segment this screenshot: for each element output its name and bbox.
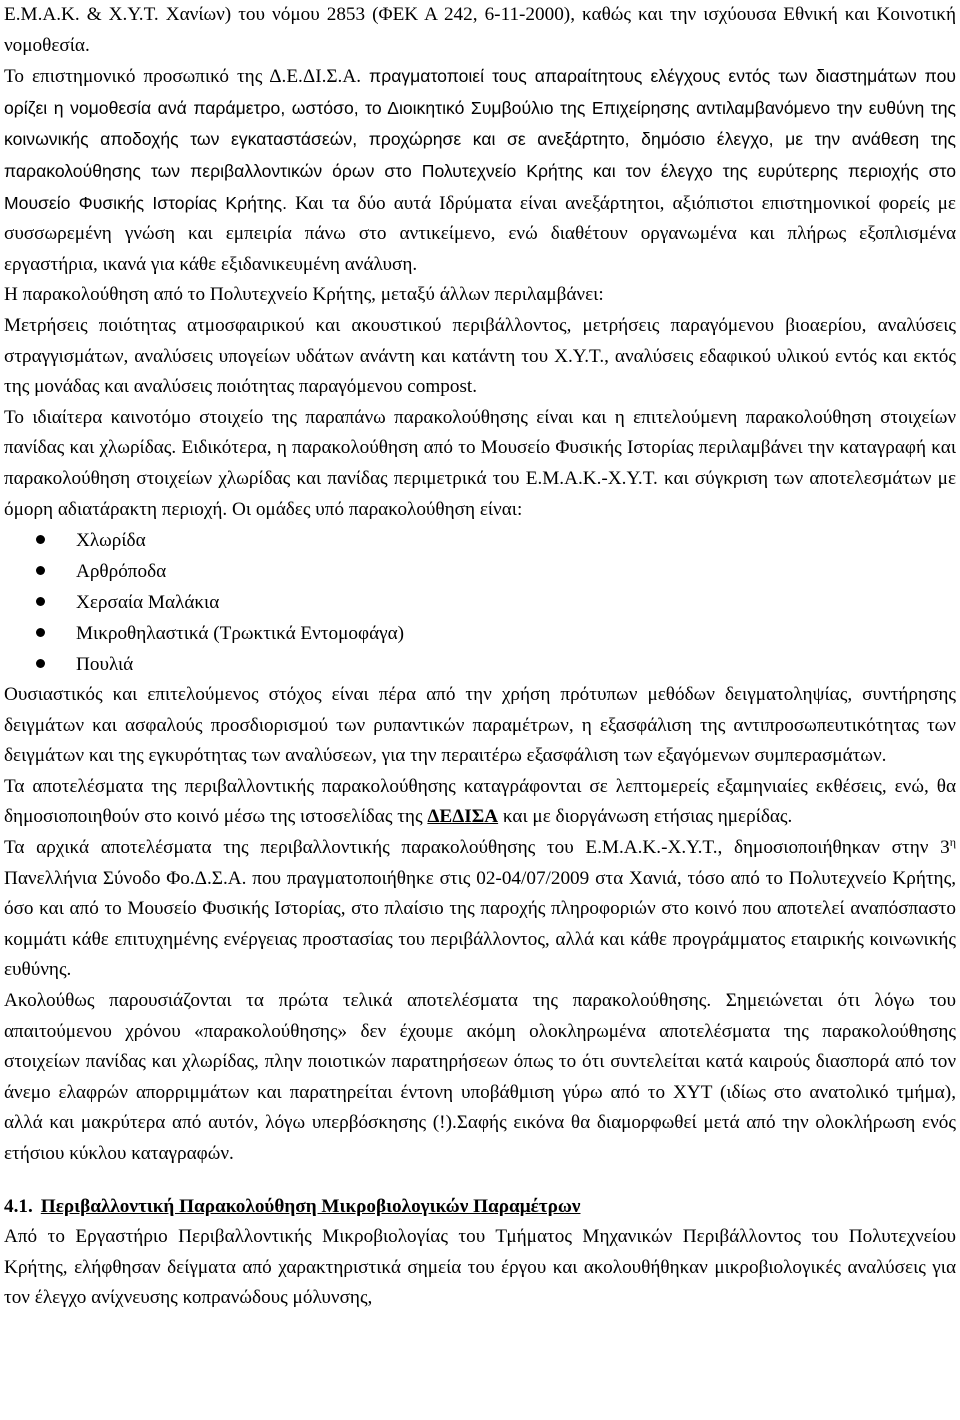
list-item-label: Χερσαία Μαλάκια	[76, 592, 220, 614]
paragraph-final-results: Ακολούθως παρουσιάζονται τα πρώτα τελικά αποτελέσματα της παρακολούθησης. Σημειώνεται ότι λόγω του απαιτούμενου χρόνου «παρακολούθησης» δεν έχουμε ακόμη ολοκληρωμένα αποτελέσματα της παρακολούθησης στοιχείων πανίδας και χλωρίδας, πλην ποιοτικών παρατηρήσεων όπως το ότι συντελείται κατά καιρούς διασπορά από τον άνεμο ελαφρών απορριμμάτων και παρατηρείται έντονη υποβάθμιση γύρω από το ΧΥΤ (ιδίως στο ανατολικό τμήμα), αλλά και μακρύτερα από αυτόν, λόγω υπερβόσκησης (!).Σαφής εικόνα θα διαμορφωθεί μετά από την ολοκλήρωση ενός ετήσιου κύκλου καταγραφών.	[4, 990, 956, 1164]
paragraph-law-reference: Ε.Μ.Α.Κ. & Χ.Υ.Τ. Χανίων) του νόμου 2853 (ΦΕΚ Α 242, 6-11-2000), καθώς και την ισχύουσα Εθνική και Κοινοτική νομοθεσία.	[4, 4, 956, 56]
initial-results-before: Τα αρχικά αποτελέσματα της περιβαλλοντικής παρακολούθησης του Ε.Μ.Α.Κ.-Χ.Υ.Τ., δημοσιοποιήθηκαν στην 3	[4, 837, 950, 859]
section-spacer	[4, 1170, 956, 1192]
inspections-lead: Το επιστημονικό προσωπικό της Δ.Ε.ΔΙ.Σ.Α.	[4, 66, 361, 88]
bullet-icon	[36, 535, 45, 544]
initial-results-after: Πανελλήνια Σύνοδο Φο.Δ.Σ.Α. που πραγματοποιήθηκε στις 02-04/07/2009 στα Χανιά, τόσο από το Πολυτεχνείο Κρήτης, όσο και από το Μουσείο Φυσικής Ιστορίας, στο πλαίσιο της παροχής πληροφοριών στο κοινό που αποτελεί αναπόσπαστο κομμάτι κάθε επιτυχημένης ενέργειας προστασίας του περιβάλλοντος, αλλά και κάθε προγράμματος εταιρικής κοινωνικής ευθύνης.	[4, 867, 956, 981]
paragraph-initial-results	[4, 833, 956, 986]
paragraph-microbiology: Από το Εργαστήριο Περιβαλλοντικής Μικροβιολογίας του Τμήματος Μηχανικών Περιβάλλοντος του Πολυτεχνείου Κρήτης, ελήφθησαν δείγματα από χαρακτηριστικά σημεία του έργου και ακολουθήθηκαν μικροβιολογικές αναλύσεις για τον έλεγχο ανίχνευσης κοπρανώδους μόλυνσης,	[4, 1226, 956, 1309]
section-title: Περιβαλλοντική Παρακολούθηση Μικροβιολογικών Παραμέτρων	[40, 1195, 581, 1217]
results-text-before: Τα αποτελέσματα της περιβαλλοντικής παρακολούθησης καταγράφονται σε λεπτομερείς εξαμηνιαίες εκθέσεις, ενώ, θα δημοσιοποιηθούν στο κοινό μέσω της ιστοσελίδας της	[4, 775, 956, 828]
section-heading	[4, 1192, 956, 1223]
bullet-icon	[36, 597, 45, 606]
list-item-label: Αρθρόποδα	[76, 561, 167, 583]
monitored-groups-list	[4, 525, 956, 680]
list-item	[4, 587, 956, 618]
bullet-icon	[36, 628, 45, 637]
paragraph-fauna-flora: Το ιδιαίτερα καινοτόμο στοιχείο της παραπάνω παρακολούθησης είναι και η επιτελούμενη παρακολούθηση στοιχείων πανίδας και χλωρίδας. Ειδικότερα, η παρακολούθηση από το Μουσείο Φυσικής Ιστορίας περιλαμβάνει την καταγραφή και παρακολούθηση στοιχείων χλωρίδας και πανίδας περιμετρικά του Ε.Μ.Α.Κ.-Χ.Υ.Τ. και σύγκριση των αποτελεσμάτων με όμορη αδιατάρακτη περιοχή. Οι ομάδες υπό παρακολούθηση είναι:	[4, 406, 956, 520]
document-page	[4, 0, 956, 1314]
bullet-icon	[36, 659, 45, 668]
dedisa-highlight: ΔΕΔΙΣΑ	[427, 806, 499, 828]
ordinal-superscript: η	[949, 835, 956, 850]
bullet-icon	[36, 566, 45, 575]
list-item	[4, 618, 956, 649]
inspections-body: πραγματοποιεί τους απαραίτητους ελέγχους εντός των διαστημάτων που ορίζει η νομοθεσία ανά παράμετρο, ωστόσο, το Διοικητικό Συμβούλιο της Επιχείρησης αντιλαμβανόμενο την ευθύνη της κοινωνικής αποδοχής των εγκαταστάσεών, προχώρησε και σε ανεξάρτητο, δημόσιο έλεγχο, με την ανάθεση της παρακολούθησης των περιβαλλοντικών όρων στο Πολυτεχνείο Κρήτης και τον έλεγχο της ευρύτερης περιοχής στο Μουσείο Φυσικής Ιστορίας Κρήτης.	[4, 66, 956, 213]
list-item	[4, 556, 956, 587]
list-item-label: Πουλιά	[76, 654, 134, 676]
list-item-label: Μικροθηλαστικά (Τρωκτικά Εντομοφάγα)	[76, 623, 405, 645]
section-number: 4.1.	[4, 1195, 33, 1217]
paragraph-inspections	[4, 61, 956, 280]
list-item	[4, 525, 956, 556]
paragraph-results-publication	[4, 772, 956, 833]
list-item-label: Χλωρίδα	[76, 530, 146, 552]
inspections-tail: Και τα δύο αυτά Ιδρύματα είναι ανεξάρτητοι, αξιόπιστοι επιστημονικοί φορείς με συσσωρεμένη γνώση και εμπειρία πάνω στο αντικείμενο, ενώ διαθέτουν οργανωμένα και πλήρως εξοπλισμένα εργαστήρια, ικανά για κάθε εξιδανικευμένη ανάλυση.	[4, 192, 956, 275]
paragraph-measurements: Μετρήσεις ποιότητας ατμοσφαιρικού και ακουστικού περιβάλλοντος, μετρήσεις παραγόμενου βιοαερίου, αναλύσεις στραγγισμάτων, αναλύσεις υπογείων υδάτων ανάντη και κατάντη του Χ.Υ.Τ., αναλύσεις εδαφικού υλικού εντός και εκτός της μονάδας και αναλύσεις ποιότητας παραγόμενου compost.	[4, 314, 956, 398]
list-item	[4, 649, 956, 680]
paragraph-objective: Ουσιαστικός και επιτελούμενος στόχος είναι πέρα από την χρήση πρότυπων μεθόδων δειγματοληψίας, συντήρησης δειγμάτων και ασφαλούς προσδιορισμού των ρυπαντικών παραμέτρων, η εξασφάλιση της αντιπροσωπευτικότητας των δειγμάτων και της εγκυρότητας των αναλύσεων, για την περαιτέρω εξασφάλιση των εξαγόμενων συμπερασμάτων.	[4, 684, 956, 767]
paragraph-polytechnic-intro: Η παρακολούθηση από το Πολυτεχνείο Κρήτης, μεταξύ άλλων περιλαμβάνει:	[4, 284, 604, 306]
results-text-after: και με διοργάνωση ετήσιας ημερίδας.	[498, 806, 793, 828]
